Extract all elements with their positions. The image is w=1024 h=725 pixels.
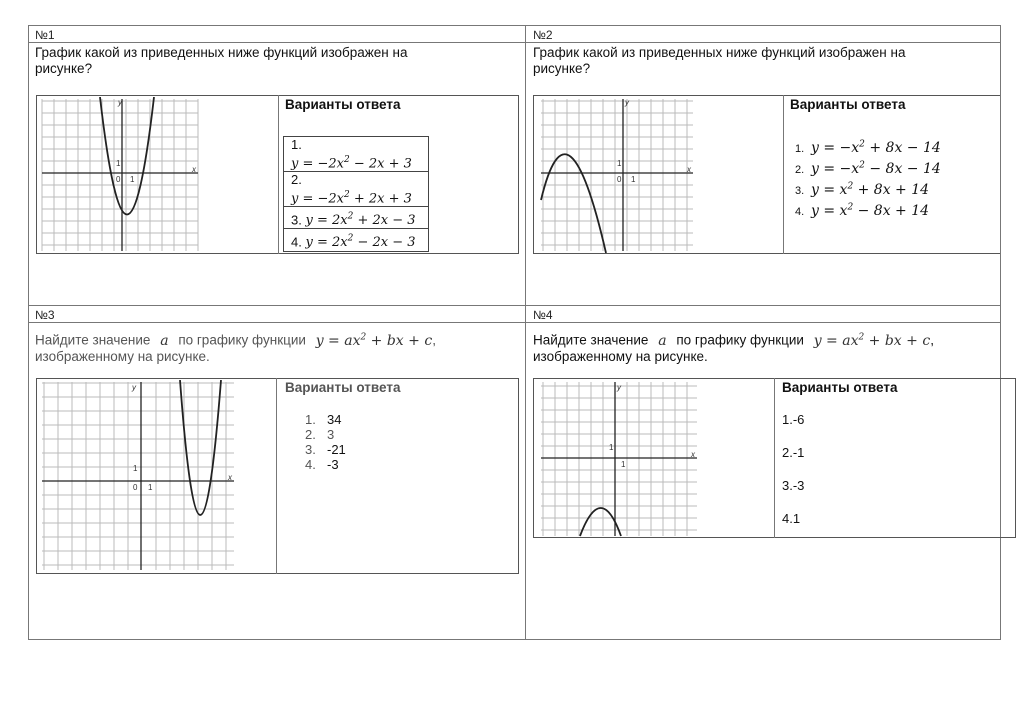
- q3-option-3[interactable]: 3. -21: [305, 442, 346, 457]
- q1-graph-one-y: 1: [116, 159, 121, 168]
- q1-option-1[interactable]: 1. $y = -2x^2 - 2x + 3$: [284, 137, 428, 172]
- q4-options: [782, 412, 804, 531]
- q2-answers-title: Варианты ответа: [790, 97, 906, 112]
- q4-graph: [539, 380, 699, 538]
- q3-graph-one-y: 1: [133, 464, 138, 473]
- q2-graph-one-x: 1: [631, 175, 636, 184]
- q4-graph-one-y: 1: [609, 443, 614, 452]
- q2-graph-y-label: y: [625, 98, 629, 107]
- row-divider: [28, 305, 1001, 306]
- q1-option-3[interactable]: 3. $y = 2x^2 + 2x - 3$: [284, 207, 428, 229]
- q4-option-3[interactable]: 3.-3: [782, 478, 805, 493]
- q4-option-1[interactable]: 1.-6: [782, 412, 805, 427]
- q3-graph-x-label: x: [228, 473, 232, 482]
- q2-graph-one-y: 1: [617, 159, 622, 168]
- q2-graph: [539, 97, 695, 253]
- q4-option-4[interactable]: 4.1: [782, 511, 801, 526]
- q4-graph-y-label: y: [617, 383, 621, 392]
- q4-graph-one-x: 1: [621, 460, 626, 469]
- q3-text: Найдите значение a по графику функции $y = ax^2$ + bx + c, изображенному на рисунке.: [35, 332, 436, 364]
- q3-answers-title: Варианты ответа: [285, 380, 401, 395]
- outer-left: [28, 25, 29, 640]
- q1-graph-x-label: x: [192, 165, 196, 174]
- outer-right: [1000, 25, 1001, 640]
- header-line-2: [28, 322, 1001, 323]
- q3-graph-y-label: y: [132, 383, 136, 392]
- q3-graph-one-x: 1: [148, 483, 153, 492]
- q3-box-divider: [276, 378, 277, 574]
- q1-option-4[interactable]: 4. $y = 2x^2 - 2x - 3$: [291, 234, 416, 251]
- q2-number: №2: [533, 28, 553, 42]
- q2-option-3[interactable]: 3. $y = x^2 + 8x + 14$: [795, 181, 930, 198]
- q3-graph: [40, 380, 236, 572]
- q4-box-divider: [774, 378, 775, 538]
- q3-graph-zero: 0: [133, 483, 138, 492]
- q4-text: Найдите значение a по графику функции $y = ax^2$ + bx + c, изображенному на рисунке.: [533, 332, 934, 364]
- q2-graph-x-label: x: [687, 165, 691, 174]
- q4-answers-title: Варианты ответа: [782, 380, 898, 395]
- q3-option-4[interactable]: 4. -3: [305, 457, 339, 472]
- q1-text: График какой из приведенных ниже функций изображен на рисунке?: [35, 45, 408, 76]
- q3-number: №3: [35, 308, 55, 322]
- q2-box-divider: [783, 95, 784, 254]
- q1-option-2[interactable]: 2. $y = -2x^2 + 2x + 3$: [284, 172, 428, 207]
- q3-option-2[interactable]: 2. 3: [305, 427, 335, 442]
- q2-options: [795, 134, 941, 218]
- middle-divider: [525, 25, 526, 640]
- q2-option-4[interactable]: 4. $y = x^2 - 8x + 14$: [795, 202, 930, 219]
- outer-bottom: [28, 639, 1001, 640]
- q3-option-1[interactable]: 1. 34: [305, 412, 342, 427]
- q1-box-divider: [278, 95, 279, 254]
- q1-graph-one-x: 1: [130, 175, 135, 184]
- q4-graph-x-label: x: [691, 450, 695, 459]
- outer-top: [28, 25, 1001, 26]
- q1-answers-title: Варианты ответа: [285, 97, 401, 112]
- q2-option-2[interactable]: 2. $y = -x^2 - 8x - 14$: [795, 160, 941, 177]
- q3-options: [305, 412, 346, 472]
- q2-graph-zero: 0: [617, 175, 622, 184]
- q4-option-2[interactable]: 2.-1: [782, 445, 805, 460]
- q1-graph: [40, 97, 202, 253]
- q1-graph-zero: 0: [116, 175, 121, 184]
- q1-number: №1: [35, 28, 55, 42]
- header-line-1: [28, 42, 1001, 43]
- q2-text: График какой из приведенных ниже функций изображен на рисунке?: [533, 45, 906, 76]
- q4-number: №4: [533, 308, 553, 322]
- q2-option-1[interactable]: 1. $y = -x^2 + 8x - 14$: [795, 139, 941, 156]
- q1-options-table: [283, 136, 429, 252]
- q1-graph-y-label: y: [118, 98, 122, 107]
